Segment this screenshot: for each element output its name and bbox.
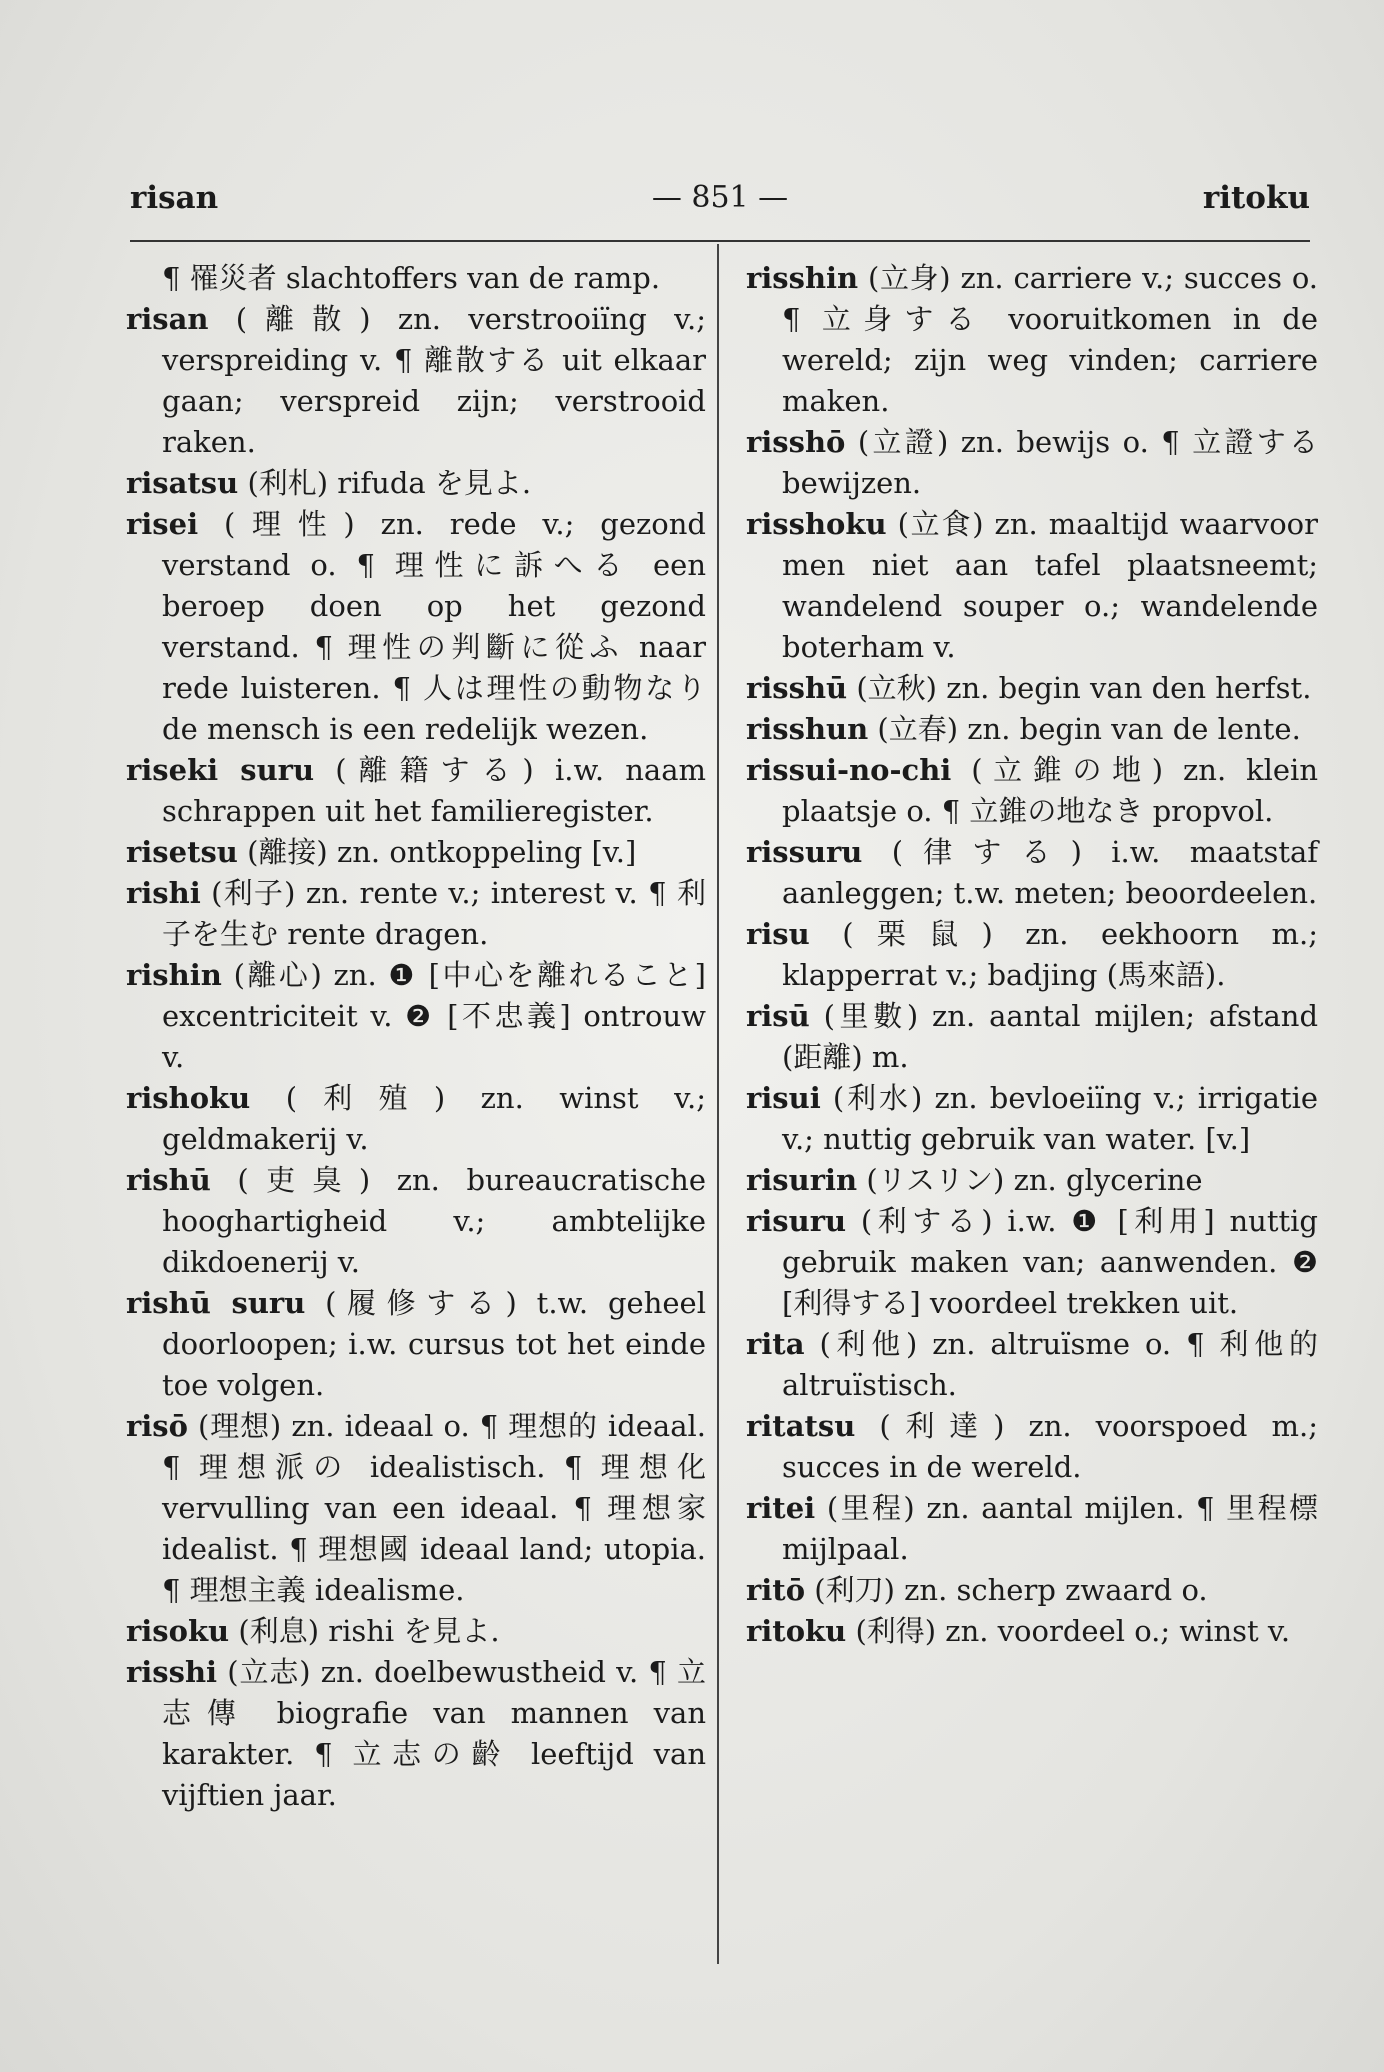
header-rule: [130, 240, 1310, 242]
dictionary-entry: ritō (利刀) zn. scherp zwaard o.: [746, 1573, 1208, 1607]
headword: risetsu: [126, 835, 238, 869]
headword: ritō: [746, 1573, 806, 1607]
dictionary-entry: risshi (立志) zn. doelbewustheid v. ¶ 立志傳 biografie van mannen van karakter. ¶ 立志の齡 leeftijd van vijftien jaar.: [126, 1655, 707, 1812]
dictionary-entry: risatsu (利札) rifuda を見よ.: [126, 466, 532, 500]
running-head: [130, 180, 1310, 228]
headword: risshoku: [746, 507, 887, 541]
headword: riseki suru: [126, 753, 315, 787]
headword: ritatsu: [746, 1409, 856, 1443]
headword: risō: [126, 1409, 188, 1443]
headword: risatsu: [126, 466, 239, 500]
dictionary-entry: ritei (里程) zn. aantal mijlen. ¶ 里程標 mijlpaal.: [746, 1491, 1319, 1566]
dictionary-entry: rishoku (利殖) zn. winst v.; geldmakerij v.: [126, 1081, 706, 1156]
dictionary-entry: risoku (利息) rishi を見よ.: [126, 1614, 500, 1648]
dictionary-entry: risshū (立秋) zn. begin van den herfst.: [746, 671, 1312, 705]
headword: rissuru: [746, 835, 863, 869]
headword: risshin: [746, 261, 859, 295]
dictionary-entry: rishin (離心) zn. ❶ [中心を離れること] excentriciteit v. ❷ [不忠義] ontrouw v.: [126, 958, 706, 1074]
dictionary-entry: ritoku (利得) zn. voordeel o.; winst v.: [746, 1614, 1291, 1648]
header-first-word: risan: [130, 180, 219, 216]
headword: risoku: [126, 1614, 230, 1648]
dictionary-entry: risū (里數) zn. aantal mijlen; afstand (距離) m.: [746, 999, 1319, 1074]
headword: ritei: [746, 1491, 816, 1525]
headword: risurin: [746, 1163, 858, 1197]
headword: risshun: [746, 712, 869, 746]
dictionary-entry: risan (離散) zn. verstrooiïng v.; verspreiding v. ¶ 離散する uit elkaar gaan; verspreid zijn; verstrooid raken.: [126, 302, 707, 459]
headword: risshū: [746, 671, 848, 705]
dictionary-entry: risshō (立證) zn. bewijs o. ¶ 立證する bewijzen.: [746, 425, 1318, 500]
dictionary-entry: rishi (利子) zn. rente v.; interest v. ¶ 利子を生む rente dragen.: [126, 876, 706, 951]
headword: risan: [126, 302, 209, 336]
dictionary-entry: risō (理想) zn. ideaal o. ¶ 理想的 ideaal. ¶ 理想派の idealistisch. ¶ 理想化 vervulling van een ideaal. ¶ 理想家 idealist. ¶ 理想國 ideaal land; utopia. ¶ 理想主義 idealisme.: [126, 1409, 706, 1607]
headword: risū: [746, 999, 810, 1033]
headword: rishi: [126, 876, 201, 910]
headword: risei: [126, 507, 199, 541]
dictionary-entry: risetsu (離接) zn. ontkoppeling [v.]: [126, 835, 637, 869]
dictionary-entry: rissuru (律する) i.w. maatstaf aanleggen; t.w. meten; beoordeelen.: [746, 835, 1319, 910]
headword: risu: [746, 917, 810, 951]
dictionary-entry: ¶ 罹災者 slachtoffers van de ramp.: [162, 261, 661, 295]
headword: risshō: [746, 425, 846, 459]
dictionary-entry: risei (理性) zn. rede v.; gezond verstand o. ¶ 理性に訴へる een beroep doen op het gezond verstand. ¶ 理性の判斷に從ふ naar rede luisteren. ¶ 人は理性の動物なり de mensch is een redelijk wezen.: [126, 507, 706, 746]
headword: rishū suru: [126, 1286, 306, 1320]
dictionary-entry: risuru (利する) i.w. ❶ [利用] nuttig gebruik maken van; aanwenden. ❷ [利得する] voordeel trekken uit.: [746, 1204, 1318, 1320]
dictionary-entry: rita (利他) zn. altruïsme o. ¶ 利他的 altruïstisch.: [746, 1327, 1318, 1402]
dictionary-entry: rissui-no-chi (立錐の地) zn. klein plaatsje o. ¶ 立錐の地なき propvol.: [746, 753, 1319, 828]
dictionary-entry: risui (利水) zn. bevloeiïng v.; irrigatie v.; nuttig gebruik van water. [v.]: [746, 1081, 1319, 1156]
dictionary-entry: ritatsu (利達) zn. voorspoed m.; succes in de wereld.: [746, 1409, 1319, 1484]
headword: rishoku: [126, 1081, 251, 1115]
headword: risshi: [126, 1655, 218, 1689]
headword: rishū: [126, 1163, 211, 1197]
headword: risuru: [746, 1204, 847, 1238]
dictionary-entry: risurin (リスリン) zn. glycerine: [746, 1163, 1203, 1197]
dictionary-entry: risshun (立春) zn. begin van de lente.: [746, 712, 1301, 746]
headword: rishin: [126, 958, 222, 992]
dictionary-entry: risshin (立身) zn. carriere v.; succes o. ¶ 立身する vooruitkomen in de wereld; zijn weg vinden; carriere maken.: [746, 261, 1318, 418]
dictionary-entry: riseki suru (離籍する) i.w. naam schrappen uit het familieregister.: [126, 753, 706, 828]
right-column: [746, 258, 1318, 1652]
headword: rita: [746, 1327, 805, 1361]
header-last-word: ritoku: [1202, 180, 1310, 216]
column-divider: [717, 244, 719, 1964]
headword: risui: [746, 1081, 821, 1115]
headword: ritoku: [746, 1614, 847, 1648]
dictionary-entry: rishū suru (履修する) t.w. geheel doorloopen; i.w. cursus tot het einde toe volgen.: [126, 1286, 706, 1402]
page-number: — 851 —: [651, 180, 789, 215]
left-column: [126, 258, 706, 1816]
dictionary-entry: risshoku (立食) zn. maaltijd waarvoor men niet aan tafel plaatsneemt; wandelend souper o.; wandelende boterham v.: [746, 507, 1319, 664]
headword: rissui-no-chi: [746, 753, 952, 787]
dictionary-entry: risu (栗鼠) zn. eekhoorn m.; klapperrat v.; badjing (馬來語).: [746, 917, 1318, 992]
dictionary-entry: rishū (吏臭) zn. bureaucratische hooghartigheid v.; ambtelijke dikdoenerij v.: [126, 1163, 706, 1279]
